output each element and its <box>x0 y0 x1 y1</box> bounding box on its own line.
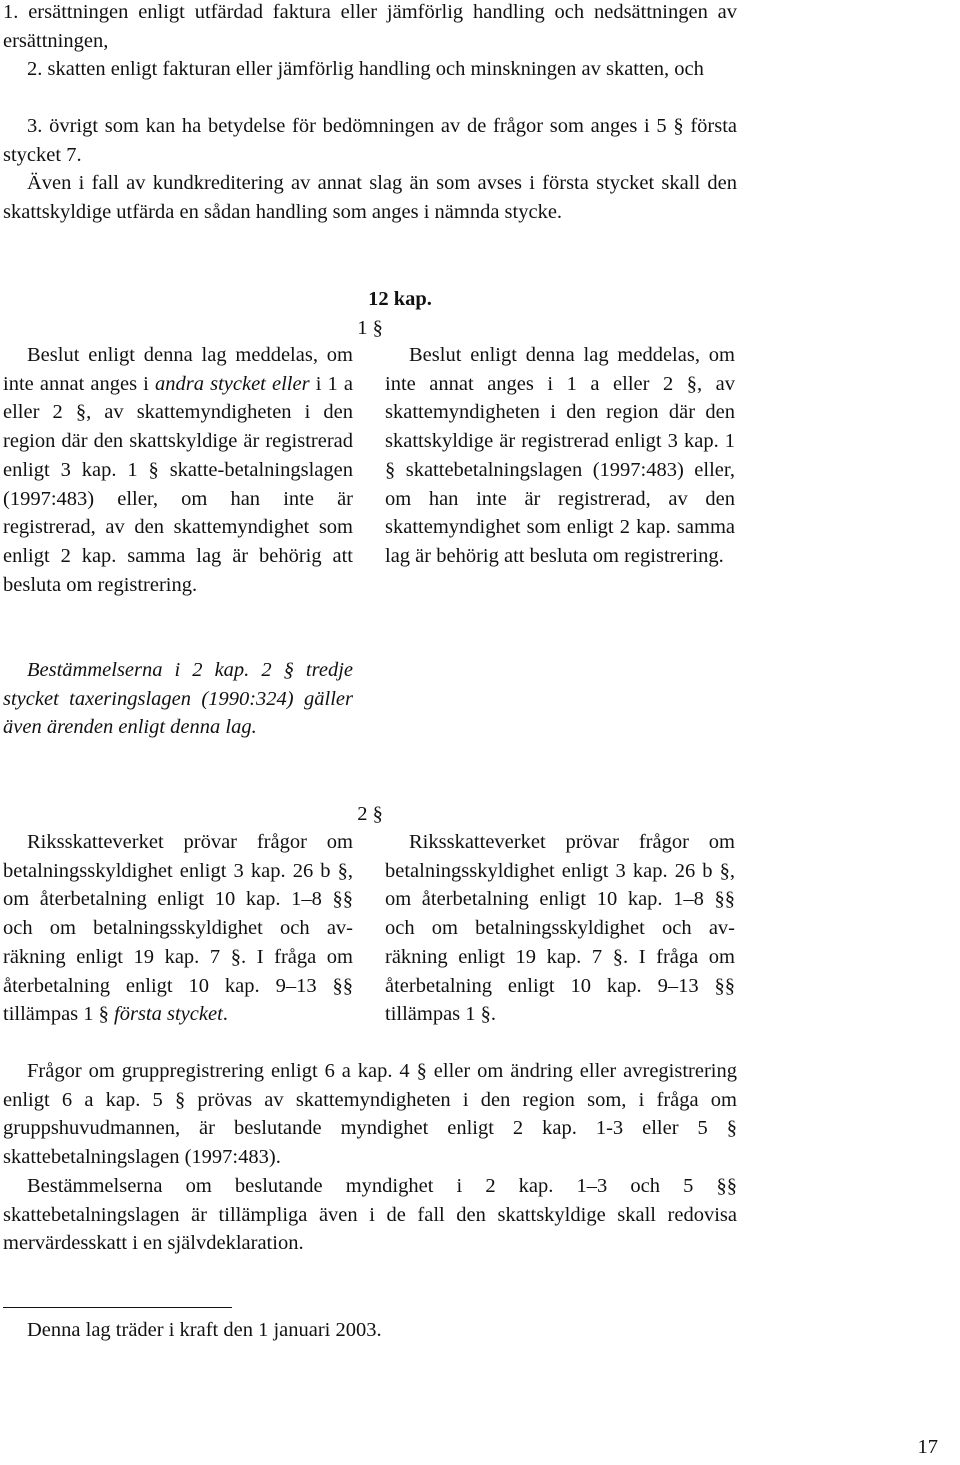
section-2-current-part-c: . <box>222 1003 228 1026</box>
beslutande-myndighet-paragraph: Bestämmelserna om beslutande myndighet i 2 kap. 1–3 och 5 §§ skattebetalningslagen är tillämpliga även i de fall den skattskyldige skall redovisa mervärdesskatt i en självdeklaration. <box>3 1175 737 1255</box>
section-1-current-italic: andra stycket eller <box>155 372 310 395</box>
gruppregistrering-paragraph: Frågor om gruppregistrering enligt 6 a kap. 4 § eller om ändring eller avregistrering enligt 6 a kap. 5 § prövas av skattemyndigheten i den region som, i fråga om gruppshuvudmannen, är beslutande myndighet enligt 2 kap. 1-3 eller 5 § skattebetalningslagen (1997:483). <box>3 1060 737 1169</box>
list-item-3-text: 3. övrigt som kan ha betydelse för bedömningen av de frågor som anges i 5 § första stycket 7. <box>3 115 737 166</box>
footnote: Denna lag träder i kraft den 1 januari 2003. <box>27 1319 382 1341</box>
list-item-2 <box>3 55 737 84</box>
kundkreditering-paragraph <box>3 169 737 226</box>
section-2-proposed-text: Riksskatteverket prövar frågor om betalningsskyldighet enligt 3 kap. 26 b §, om återbetalning enligt 10 kap. 1–8 §§ och om betalningsskyldighet och av-räkning enligt 19 kap. 7 §. I fråga om återbetalning enligt 10 kap. 9–13 §§ tillämpas 1 §. <box>385 831 735 1026</box>
footnote-separator <box>3 1307 232 1308</box>
section-2-current-text <box>3 828 353 1029</box>
section-1-heading: 1 § <box>357 317 383 339</box>
section-1-current-part-a: Beslut enligt denna lag meddelas, om inte annat anges i <box>3 344 353 395</box>
list-item-3 <box>3 112 737 169</box>
chapter-heading: 12 kap. <box>368 288 432 310</box>
list-item-2-text: 2. skatten enligt fakturan eller jämförlig handling och minskningen av skatten, och <box>27 58 704 80</box>
list-item-1-text: 1. ersättningen enligt utfärdad faktura eller jämförlig handling och nedsättningen av ersättningen, <box>3 1 737 52</box>
section-1-current-paragraph-2: Bestämmelserna i 2 kap. 2 § tredje stycket taxeringslagen (1990:324) gäller även ärenden enligt denna lag. <box>3 659 353 739</box>
section-1-current-part-c: i 1 a eller 2 §, av skattemyndigheten i den region där den skattskyldige är registrerad enligt 3 kap. 1 § skatte-betalningslagen (1997:483) eller, om han inte är registrerad, av den skattemyndighet som enligt 2 kap. samma lag är behörig att besluta om registrering. <box>3 372 353 596</box>
page-number: 17 <box>917 1436 938 1458</box>
list-item-1 <box>3 0 737 55</box>
section-2-current-italic: första stycket <box>114 1003 223 1026</box>
kundkreditering-text: Även i fall av kundkreditering av annat slag än som avses i första stycket skall den skattskyldige utfärda en sådan handling som anges i nämnda stycke. <box>3 172 737 223</box>
section-2-current-part-a: Riksskatteverket prövar frågor om betalningsskyldighet enligt 3 kap. 26 b §, om återbetalning enligt 10 kap. 1–8 §§ och om betalningsskyldighet och av-räkning enligt 19 kap. 7 §. I fråga om återbetalning enligt 10 kap. 9–13 §§ tillämpas 1 § <box>3 831 353 1026</box>
section-2-heading: 2 § <box>357 803 383 825</box>
section-1-proposed-text: Beslut enligt denna lag meddelas, om inte annat anges i 1 a eller 2 §, av skattemyndigheten i den region där den skattskyldige är registrerad enligt 3 kap. 1 § skattebetalningslagen (1997:483) eller, om han inte är registrerad, av den skattemyndighet som enligt 2 kap. samma lag är behörig att besluta om registrering. <box>385 344 735 567</box>
section-1-current-text <box>3 341 353 599</box>
